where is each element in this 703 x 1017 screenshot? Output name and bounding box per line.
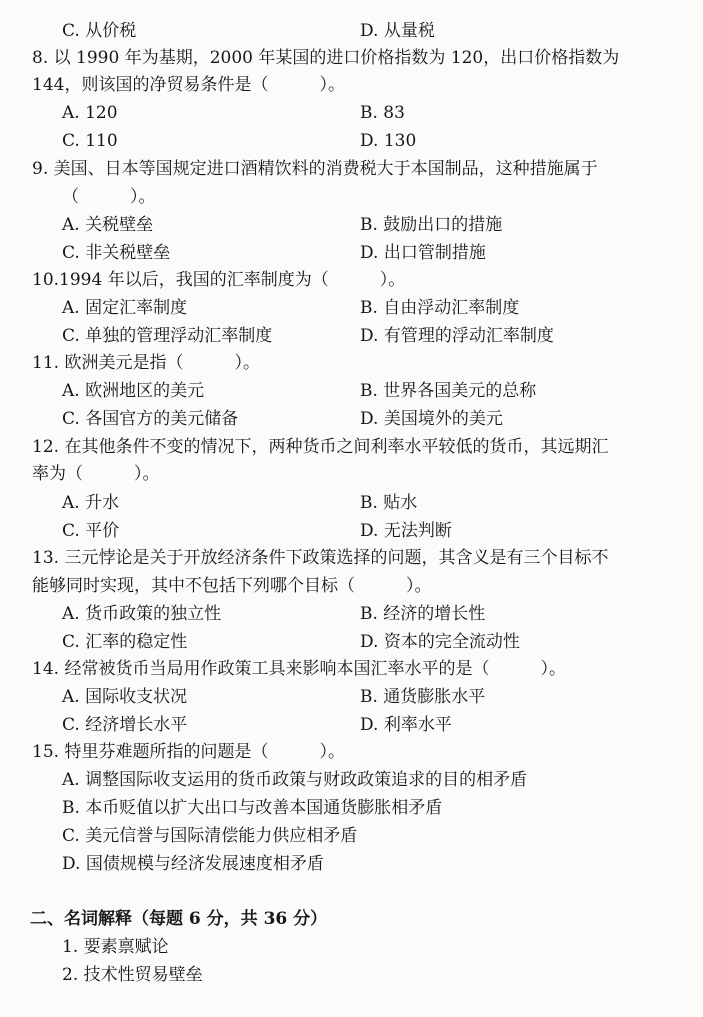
q12-text-line1: 12. 在其他条件不变的情况下，两种货币之间利率水平较低的货币，其远期汇 — [32, 437, 609, 457]
q14-option-b: B. 通货膨胀水平 — [360, 687, 486, 707]
q10-option-d: D. 有管理的浮动汇率制度 — [360, 326, 554, 346]
q14-text: 14. 经常被货币当局用作政策工具来影响本国汇率水平的是（ ）。 — [32, 659, 566, 679]
q9-option-d: D. 出口管制措施 — [360, 243, 486, 263]
q14-option-c: C. 经济增长水平 — [62, 715, 188, 735]
q13-text-line2: 能够同时实现，其中不包括下列哪个目标（ ）。 — [32, 576, 432, 596]
q8-option-c: C. 110 — [62, 131, 118, 151]
q9-text-line2: （ ）。 — [62, 187, 156, 207]
q15-option-a: A. 调整国际收支运用的货币政策与财政政策追求的目的相矛盾 — [62, 770, 528, 790]
q9-option-a: A. 关税壁垒 — [62, 215, 154, 235]
q10-option-a: A. 固定汇率制度 — [62, 298, 188, 318]
q15-option-d: D. 国债规模与经济发展速度相矛盾 — [62, 854, 324, 874]
q12-option-c: C. 平价 — [62, 521, 120, 541]
q13-text-line1: 13. 三元悖论是关于开放经济条件下政策选择的问题，其含义是有三个目标不 — [32, 548, 609, 568]
q15-text: 15. 特里芬难题所指的问题是（ ）。 — [32, 742, 345, 762]
q13-option-b: B. 经济的增长性 — [360, 604, 486, 624]
section-2-title: 二、名词解释（每题 6 分，共 36 分） — [30, 909, 328, 929]
q11-option-d: D. 美国境外的美元 — [360, 409, 503, 429]
q8-option-a: A. 120 — [62, 103, 118, 123]
q10-text: 10.1994 年以后，我国的汇率制度为（ ）。 — [32, 270, 406, 290]
q9-option-c: C. 非关税壁垒 — [62, 243, 171, 263]
q15-option-b: B. 本币贬值以扩大出口与改善本国通货膨胀相矛盾 — [62, 798, 443, 818]
q15-option-c: C. 美元信誉与国际清偿能力供应相矛盾 — [62, 826, 358, 846]
q8-option-d: D. 130 — [360, 131, 417, 151]
q8-text-line2: 144，则该国的净贸易条件是（ ）。 — [32, 75, 345, 95]
q13-option-d: D. 资本的完全流动性 — [360, 632, 520, 652]
q12-option-a: A. 升水 — [62, 493, 120, 513]
q11-option-c: C. 各国官方的美元储备 — [62, 409, 239, 429]
q8-option-b: B. 83 — [360, 103, 405, 123]
q13-option-c: C. 汇率的稳定性 — [62, 632, 188, 652]
section-2-item-2: 2. 技术性贸易壁垒 — [62, 965, 203, 985]
q12-option-b: B. 贴水 — [360, 493, 418, 513]
q11-option-a: A. 欧洲地区的美元 — [62, 381, 205, 401]
q8-text-line1: 8. 以 1990 年为基期，2000 年某国的进口价格指数为 120，出口价格指数为 — [32, 48, 620, 68]
section-2-item-1: 1. 要素禀赋论 — [62, 937, 169, 957]
q14-option-a: A. 国际收支状况 — [62, 687, 188, 707]
q12-text-line2: 率为（ ）。 — [32, 464, 160, 484]
q7-option-c: C. 从价税 — [62, 21, 137, 41]
q12-option-d: D. 无法判断 — [360, 521, 452, 541]
q9-option-b: B. 鼓励出口的措施 — [360, 215, 503, 235]
q13-option-a: A. 货币政策的独立性 — [62, 604, 222, 624]
q9-text-line1: 9. 美国、日本等国规定进口酒精饮料的消费税大于本国制品，这种措施属于 — [32, 159, 598, 179]
q14-option-d: D. 利率水平 — [360, 715, 452, 735]
q11-text: 11. 欧洲美元是指（ ）。 — [32, 353, 260, 373]
q10-option-c: C. 单独的管理浮动汇率制度 — [62, 326, 273, 346]
q7-option-d: D. 从量税 — [360, 21, 435, 41]
q10-option-b: B. 自由浮动汇率制度 — [360, 298, 520, 318]
q11-option-b: B. 世界各国美元的总称 — [360, 381, 537, 401]
